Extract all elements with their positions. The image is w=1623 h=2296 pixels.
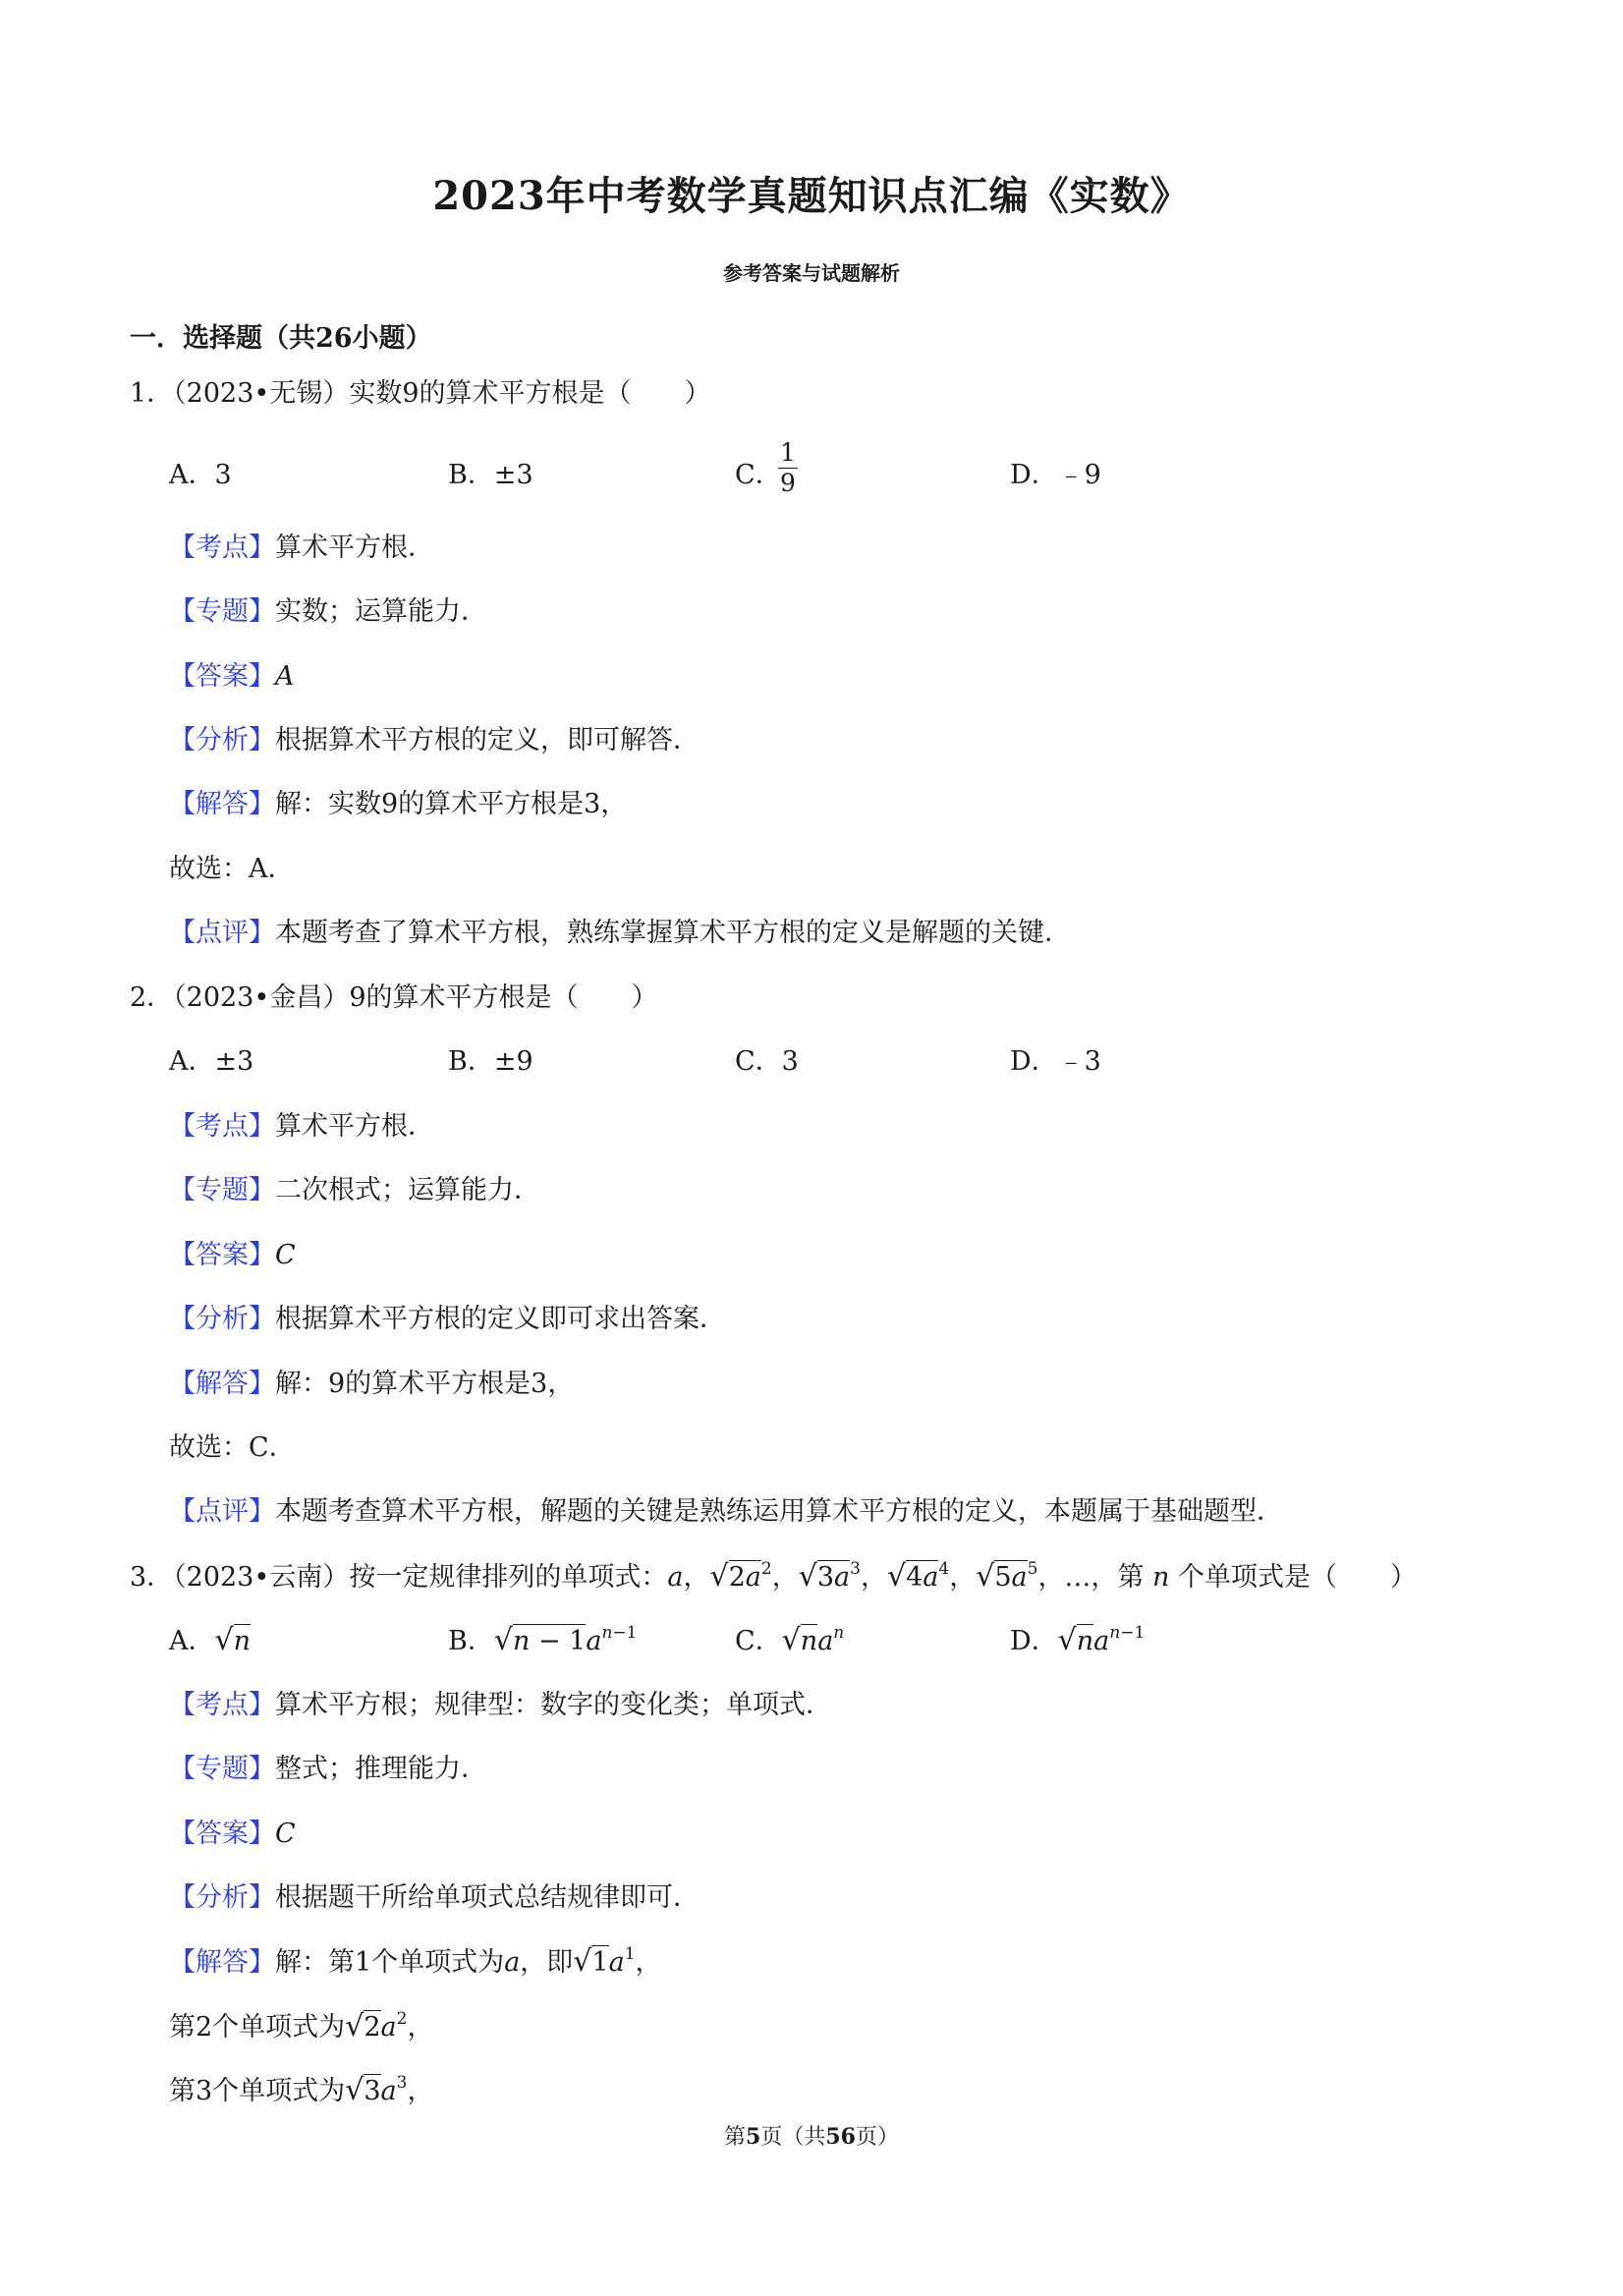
q3-stem-suffix-2: 个单项式是（ ） [1178,1562,1418,1593]
q3-daan [169,1817,296,1852]
fraction-numerator: 1 [780,438,796,467]
question-2-stem: 2．（2023•金昌）9的算术平方根是（ ） [130,982,658,1013]
q3-stem-prefix: 3．（2023•云南）按一定规律排列的单项式： [130,1562,668,1593]
question-1-stem: 1．（2023•无锡）实数9的算术平方根是（ ） [130,378,711,409]
footer-mid: 页（共 [760,2125,826,2150]
jieda-label: 【解答】 [169,1369,275,1399]
q2-kaodian [169,1109,434,1145]
q2-option-c: C．3 [735,1046,799,1077]
jieda-label: 【解答】 [169,789,275,819]
q3-option-a: A．√n [169,1623,252,1657]
q1-option-c [735,458,782,493]
q1-jieda [169,787,627,822]
q1-zhuanti-text: 实数；运算能力． [275,596,487,627]
fenxi-label: 【分析】 [169,725,275,756]
daan-label: 【答案】 [169,661,275,692]
q3-option-c-label: C． [735,1626,782,1656]
q3-fenxi [169,1880,700,1916]
q3-jieda-text-3: 第3个单项式为 [169,2076,346,2106]
q1-option-c-fraction [778,438,798,498]
kaodian-label: 【考点】 [169,532,275,563]
q2-daan-text: C [275,1240,296,1270]
q2-jieda [169,1367,574,1402]
q3-option-d: D．$√na^{n-1}$ [1010,1623,1146,1657]
q2-jieda-text: 解：9的算术平方根是3， [275,1369,575,1399]
q1-fenxi-text: 根据算术平方根的定义，即可解答． [275,725,700,756]
q2-option-d: D．﹣3 [1010,1046,1101,1077]
q1-zhuanti [169,594,487,630]
q3-jieda-text-1: 解：第1个单项式为 [275,1947,505,1978]
q3-kaodian-text: 算术平方根；规律型：数字的变化类；单项式． [275,1690,832,1720]
q3-jieda: 【解答】解：第1个单项式为a，即$√1a^1$， [169,1944,662,1979]
kaodian-label: 【考点】 [169,1111,275,1142]
q2-zhuanti [169,1173,540,1208]
q3-option-b: B．$√n - 1a^{n-1}$ [448,1623,638,1657]
section-heading: 一．选择题（共26小题） [130,323,432,354]
q3-jieda-line-2: 第2个单项式为$√2a^2$， [169,2009,434,2044]
page-footer [0,2120,1623,2151]
jieda-label: 【解答】 [169,1947,275,1978]
q2-fenxi [169,1302,726,1337]
q3-jieda-text-2: 第2个单项式为 [169,2012,346,2043]
q1-option-b: B．±3 [448,460,533,490]
q3-term-2: $√2a^2$ [709,1559,772,1594]
page-title: 2023年中考数学真题知识点汇编《实数》 [432,173,1191,219]
q3-stem-n: n [1152,1562,1170,1593]
fenxi-label: 【分析】 [169,1304,275,1334]
q1-kaodian-text: 算术平方根． [275,532,434,563]
q3-stem-suffix-1: ，…，第 [1037,1562,1145,1593]
dianping-label: 【点评】 [169,1496,275,1527]
q3-option-c: C．$√na^n$ [735,1623,845,1657]
zhuanti-label: 【专题】 [169,1175,275,1205]
q1-fenxi [169,723,700,758]
q2-dianping [169,1494,1283,1530]
q1-option-c-prefix: C． [735,460,782,490]
q1-kaodian [169,531,434,566]
q1-option-d: D．﹣9 [1010,460,1101,490]
q2-dianping-text: 本题考查算术平方根，解题的关键是熟练运用算术平方根的定义，本题属于基础题型． [275,1496,1283,1527]
dianping-label: 【点评】 [169,918,275,948]
q3-option-a-label: A． [169,1626,215,1656]
q2-fenxi-text: 根据算术平方根的定义即可求出答案． [275,1304,726,1334]
q3-term-5: $√5a^5$ [976,1559,1038,1594]
q1-jieda-text: 解：实数9的算术平方根是3， [275,789,628,819]
daan-label: 【答案】 [169,1819,275,1849]
zhuanti-label: 【专题】 [169,596,275,627]
daan-label: 【答案】 [169,1240,275,1270]
q2-option-a: A．±3 [169,1046,254,1077]
footer-page-number: 5 [746,2124,761,2150]
q3-fenxi-text: 根据题干所给单项式总结规律即可． [275,1882,700,1913]
q2-zhuanti-text: 二次根式；运算能力． [275,1175,540,1205]
q3-term-4: $√4a^4$ [886,1559,950,1594]
q3-zhuanti [169,1752,487,1787]
kaodian-label: 【考点】 [169,1690,275,1720]
q2-daan [169,1238,296,1273]
q1-option-a: A．3 [169,460,232,490]
q3-jieda-text-1b: ，即 [520,1947,574,1978]
q3-term-a: a [667,1562,684,1593]
q1-guxuan: 故选：A． [169,854,295,884]
question-3-stem: 3．（2023•云南）按一定规律排列的单项式：a，$√2a^2$，$√3a^3$，$√4a^4$，$√5a^5$，…，第 n 个单项式是（ ） [130,1559,1418,1594]
q2-kaodian-text: 算术平方根． [275,1111,434,1142]
q3-term-3: $√3a^3$ [798,1559,861,1594]
q3-jieda-line-3: 第3个单项式为$√3a^3$， [169,2073,434,2107]
q1-dianping-text: 本题考查了算术平方根，熟练掌握算术平方根的定义是解题的关键． [275,918,1071,948]
page-subtitle: 参考答案与试题解析 [723,261,900,285]
q3-daan-text: C [275,1819,296,1849]
q3-zhuanti-text: 整式；推理能力． [275,1754,487,1784]
footer-pre: 第 [724,2125,747,2150]
q2-option-b: B．±9 [448,1046,533,1077]
q3-kaodian [169,1688,832,1723]
q1-dianping [169,916,1071,951]
footer-post: 页） [855,2125,899,2150]
q2-guxuan: 故选：C． [169,1432,296,1463]
q3-option-d-label: D． [1010,1626,1058,1656]
fenxi-label: 【分析】 [169,1882,275,1913]
zhuanti-label: 【专题】 [169,1754,275,1784]
fraction-denominator: 9 [780,469,796,497]
footer-total-pages: 56 [825,2124,856,2150]
q1-daan [169,659,295,695]
q3-option-b-label: B． [448,1626,494,1656]
q1-daan-text: A [275,661,295,692]
